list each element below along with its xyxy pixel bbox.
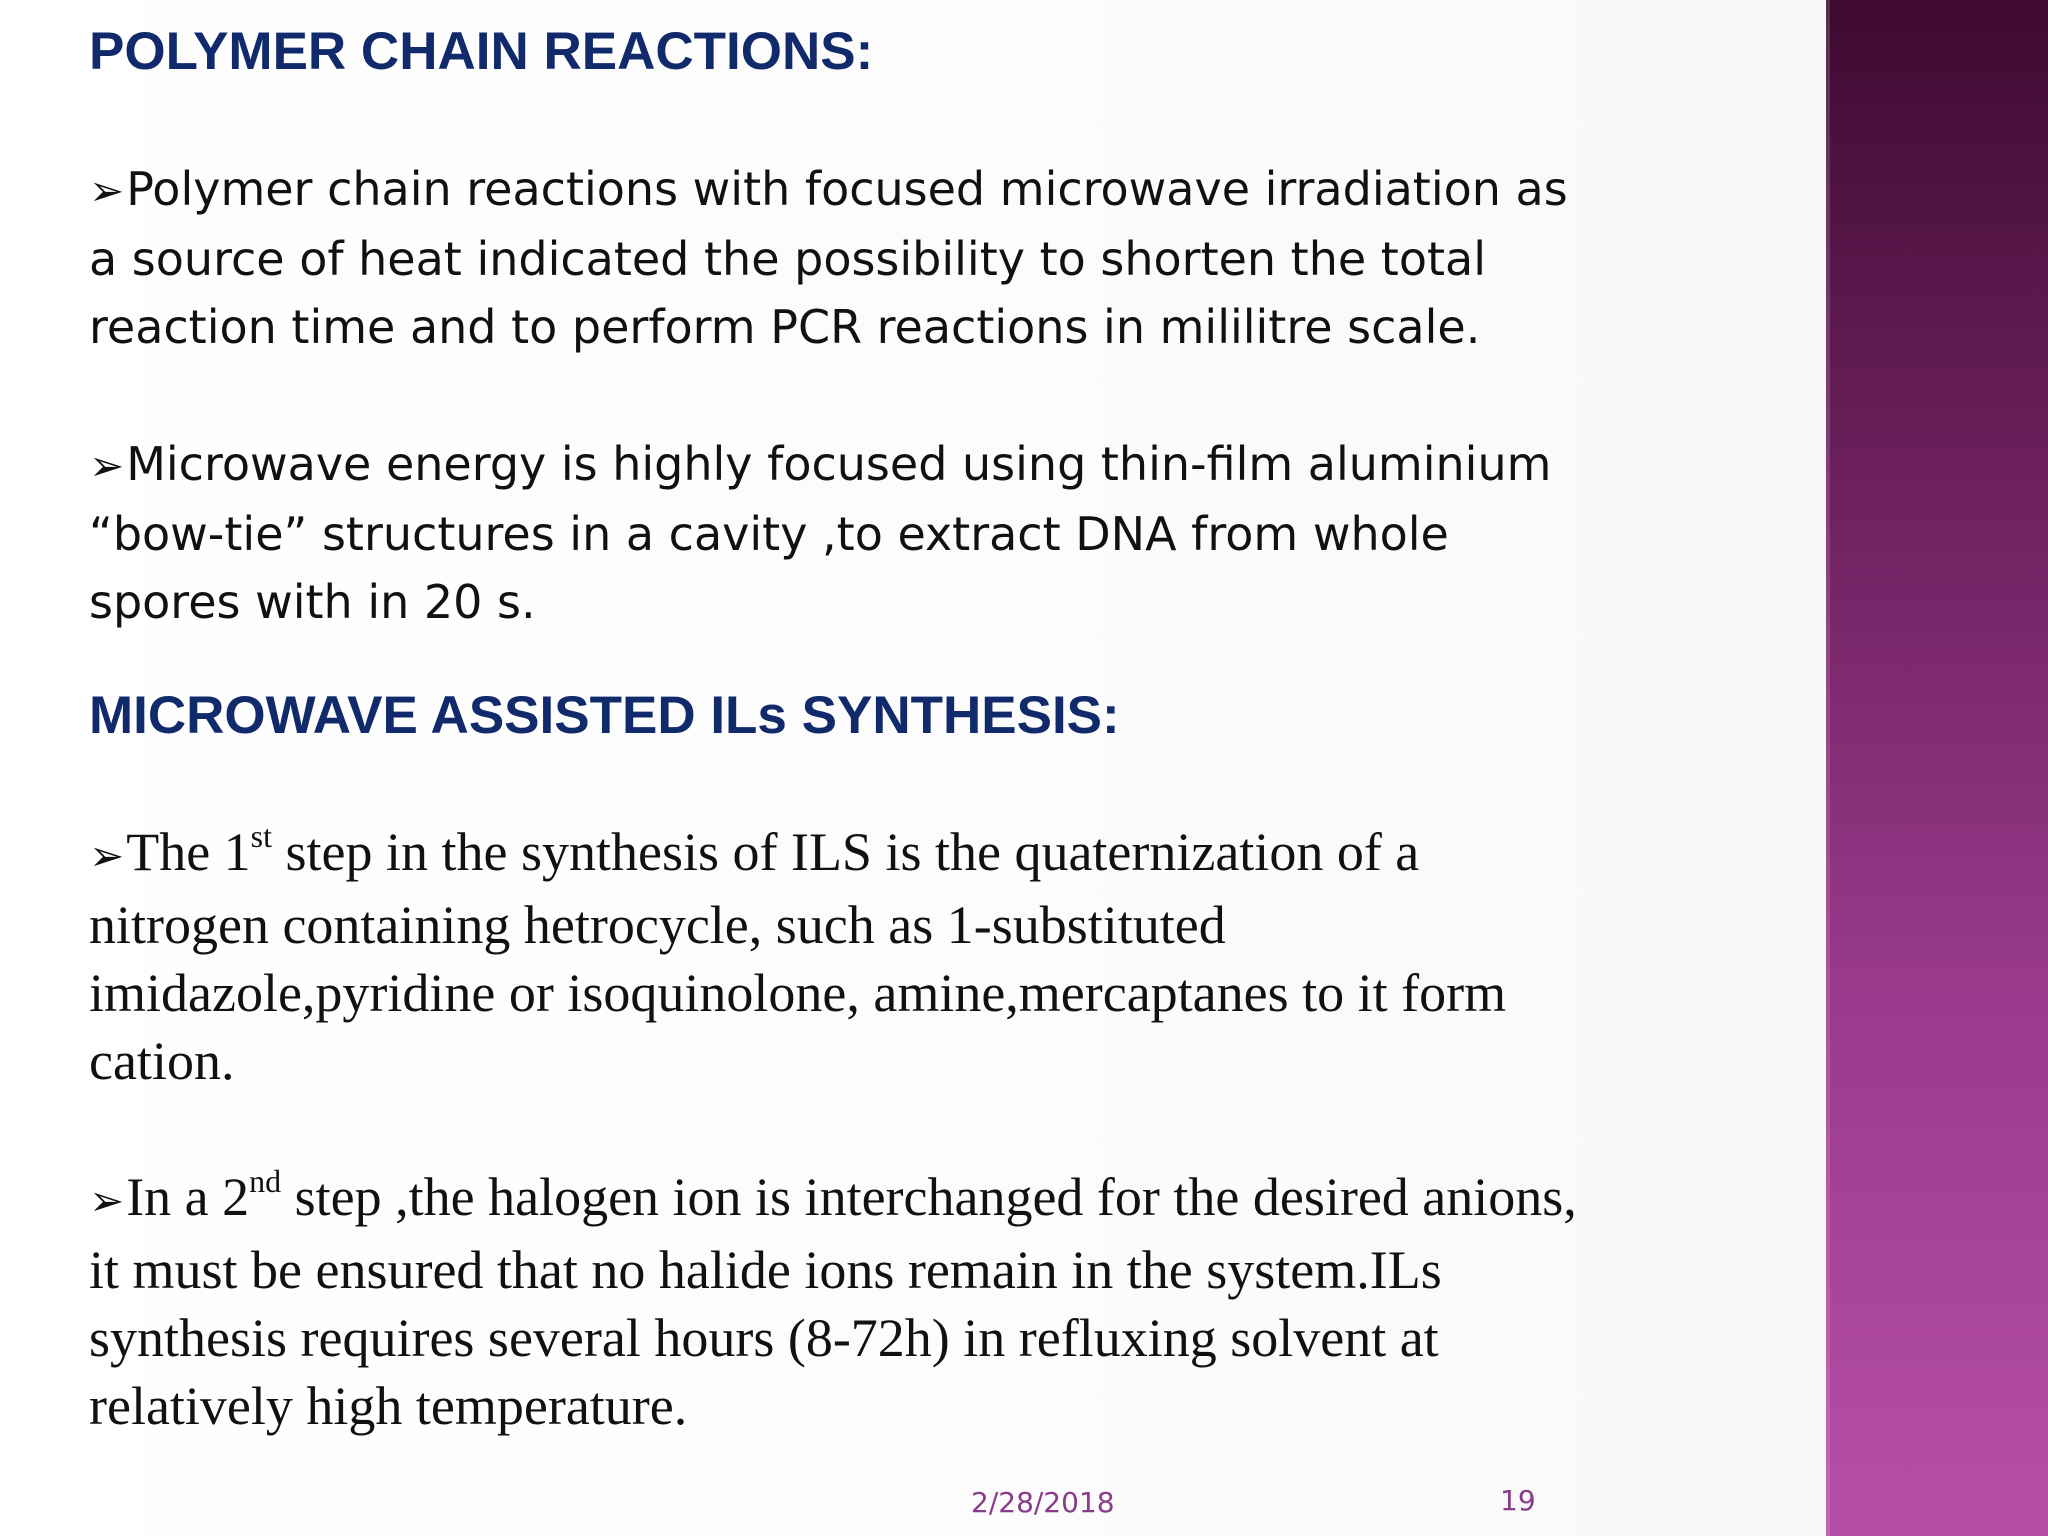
footer-date: 2/28/2018: [971, 1486, 1115, 1519]
bullet-pcr-microwave: [89, 155, 1609, 361]
arrow-bullet-icon: ➢: [89, 166, 125, 215]
bullet-first-step: [89, 818, 1609, 1095]
ordinal-superscript: nd: [249, 1163, 282, 1199]
decorative-side-band: [1826, 0, 2048, 1536]
arrow-bullet-icon: ➢: [89, 1179, 125, 1225]
slide-content: [89, 18, 1649, 1440]
bullet-text: Polymer chain reactions with focused microwave irradiation as a source of heat indicated the possibility to shorten the total reaction time and to perform PCR reactions in mililitre scale.: [89, 162, 1568, 354]
arrow-bullet-icon: ➢: [89, 441, 125, 490]
arrow-bullet-icon: ➢: [89, 834, 125, 880]
ordinal-superscript: st: [250, 818, 272, 854]
bullet-text: Microwave energy is highly focused using thin-film aluminium “bow-tie” structures in a cavity ,to extract DNA from whole spores with in 20 s.: [89, 437, 1552, 629]
footer-page-number: 19: [1500, 1484, 1536, 1517]
bullet-text-pre: In a 2: [126, 1167, 250, 1227]
bullet-microwave-energy: [89, 430, 1609, 636]
heading-microwave-assisted-ils-synthesis: MICROWAVE ASSISTED ILs SYNTHESIS:: [89, 686, 1120, 745]
bullet-text-pre: The 1: [126, 822, 251, 882]
bullet-second-step: [89, 1163, 1609, 1440]
bullet-text-post: step in the synthesis of ILS is the quaternization of a nitrogen containing hetrocycle, such as 1-substituted imidazole,pyridine or isoquinolone, amine,mercaptanes to it form cation.: [89, 822, 1507, 1091]
bullet-text-post: step ,the halogen ion is interchanged for the desired anions, it must be ensured that no halide ions remain in the system.ILs synthesis requires several hours (8-72h) in refluxing solvent at relatively high temperature.: [89, 1167, 1577, 1436]
heading-polymer-chain-reactions: POLYMER CHAIN REACTIONS:: [89, 22, 874, 81]
